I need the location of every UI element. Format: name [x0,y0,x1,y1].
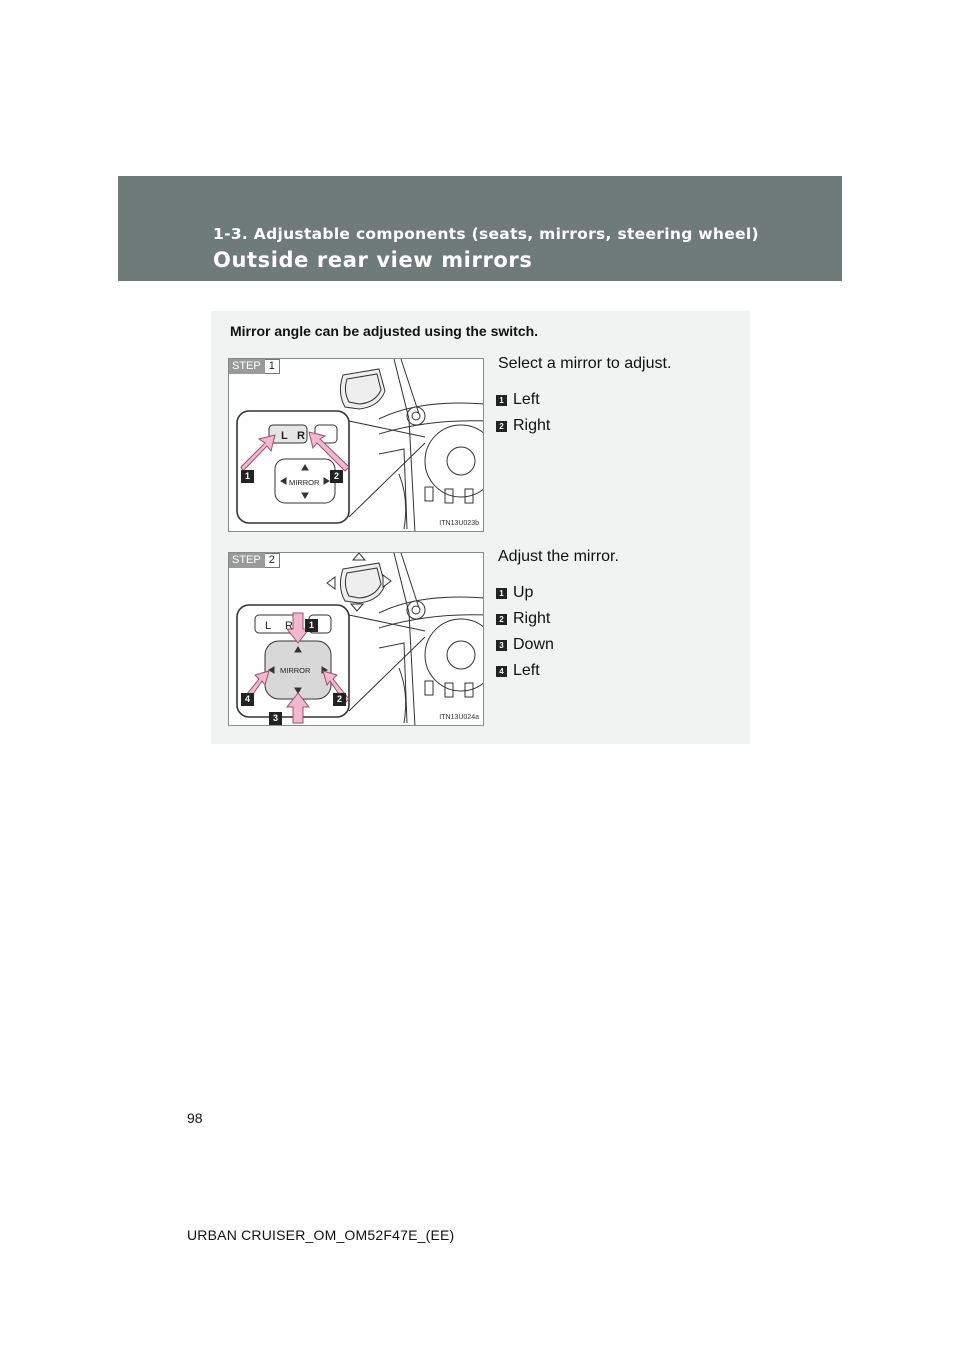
item-number: 3 [496,640,507,651]
document-code: URBAN CRUISER_OM_OM52F47E_(EE) [187,1227,455,1243]
item-label: Up [513,584,534,601]
list-item [496,413,671,439]
content-box [211,311,750,744]
mirror-select-illustration [229,359,484,532]
page-title: Outside rear view mirrors [213,248,533,272]
step2-badge [229,553,280,568]
item-number: 4 [496,666,507,677]
figure-code: ITN13U023b [439,520,479,527]
switch-label-right: R [297,430,305,442]
item-label: Right [513,610,551,627]
callout-1: 1 [241,470,254,483]
step1-figure [228,358,484,532]
item-label: Down [513,636,554,653]
step2-description [496,548,619,684]
item-number: 2 [496,421,507,432]
step1-description [496,355,671,439]
list-item [496,387,671,413]
mirror-adjust-illustration [229,553,484,726]
callout-1: 1 [305,619,318,632]
step1-heading: Select a mirror to adjust. [498,355,672,372]
intro-text: Mirror angle can be adjusted using the switch. [230,323,539,339]
figure-code: ITN13U024a [439,714,479,721]
list-item [496,580,619,606]
switch-label-left: L [265,620,272,632]
callout-4: 4 [241,693,254,706]
step1-number: 1 [265,359,280,374]
mirror-label: MIRROR [289,478,320,487]
callout-2: 2 [330,470,343,483]
list-item [496,658,619,684]
page-number: 98 [187,1110,203,1126]
callout-2: 2 [333,693,346,706]
section-title: 1-3. Adjustable components (seats, mirrors, steering wheel) [213,225,759,243]
step2-heading: Adjust the mirror. [498,548,619,565]
step1-label: STEP [229,359,265,374]
chapter-header [118,176,842,281]
list-item [496,606,619,632]
step2-label: STEP [229,553,265,568]
item-label: Left [513,391,540,408]
step2-number: 2 [265,553,280,568]
mirror-label: MIRROR [280,666,311,675]
item-label: Left [513,662,540,679]
list-item [496,632,619,658]
item-number: 1 [496,588,507,599]
step2-figure [228,552,484,726]
item-label: Right [513,417,551,434]
callout-3: 3 [269,712,282,725]
item-number: 2 [496,614,507,625]
item-number: 1 [496,395,507,406]
switch-label-left: L [281,430,288,442]
step1-badge [229,359,280,374]
switch-label-right: R [285,620,293,632]
